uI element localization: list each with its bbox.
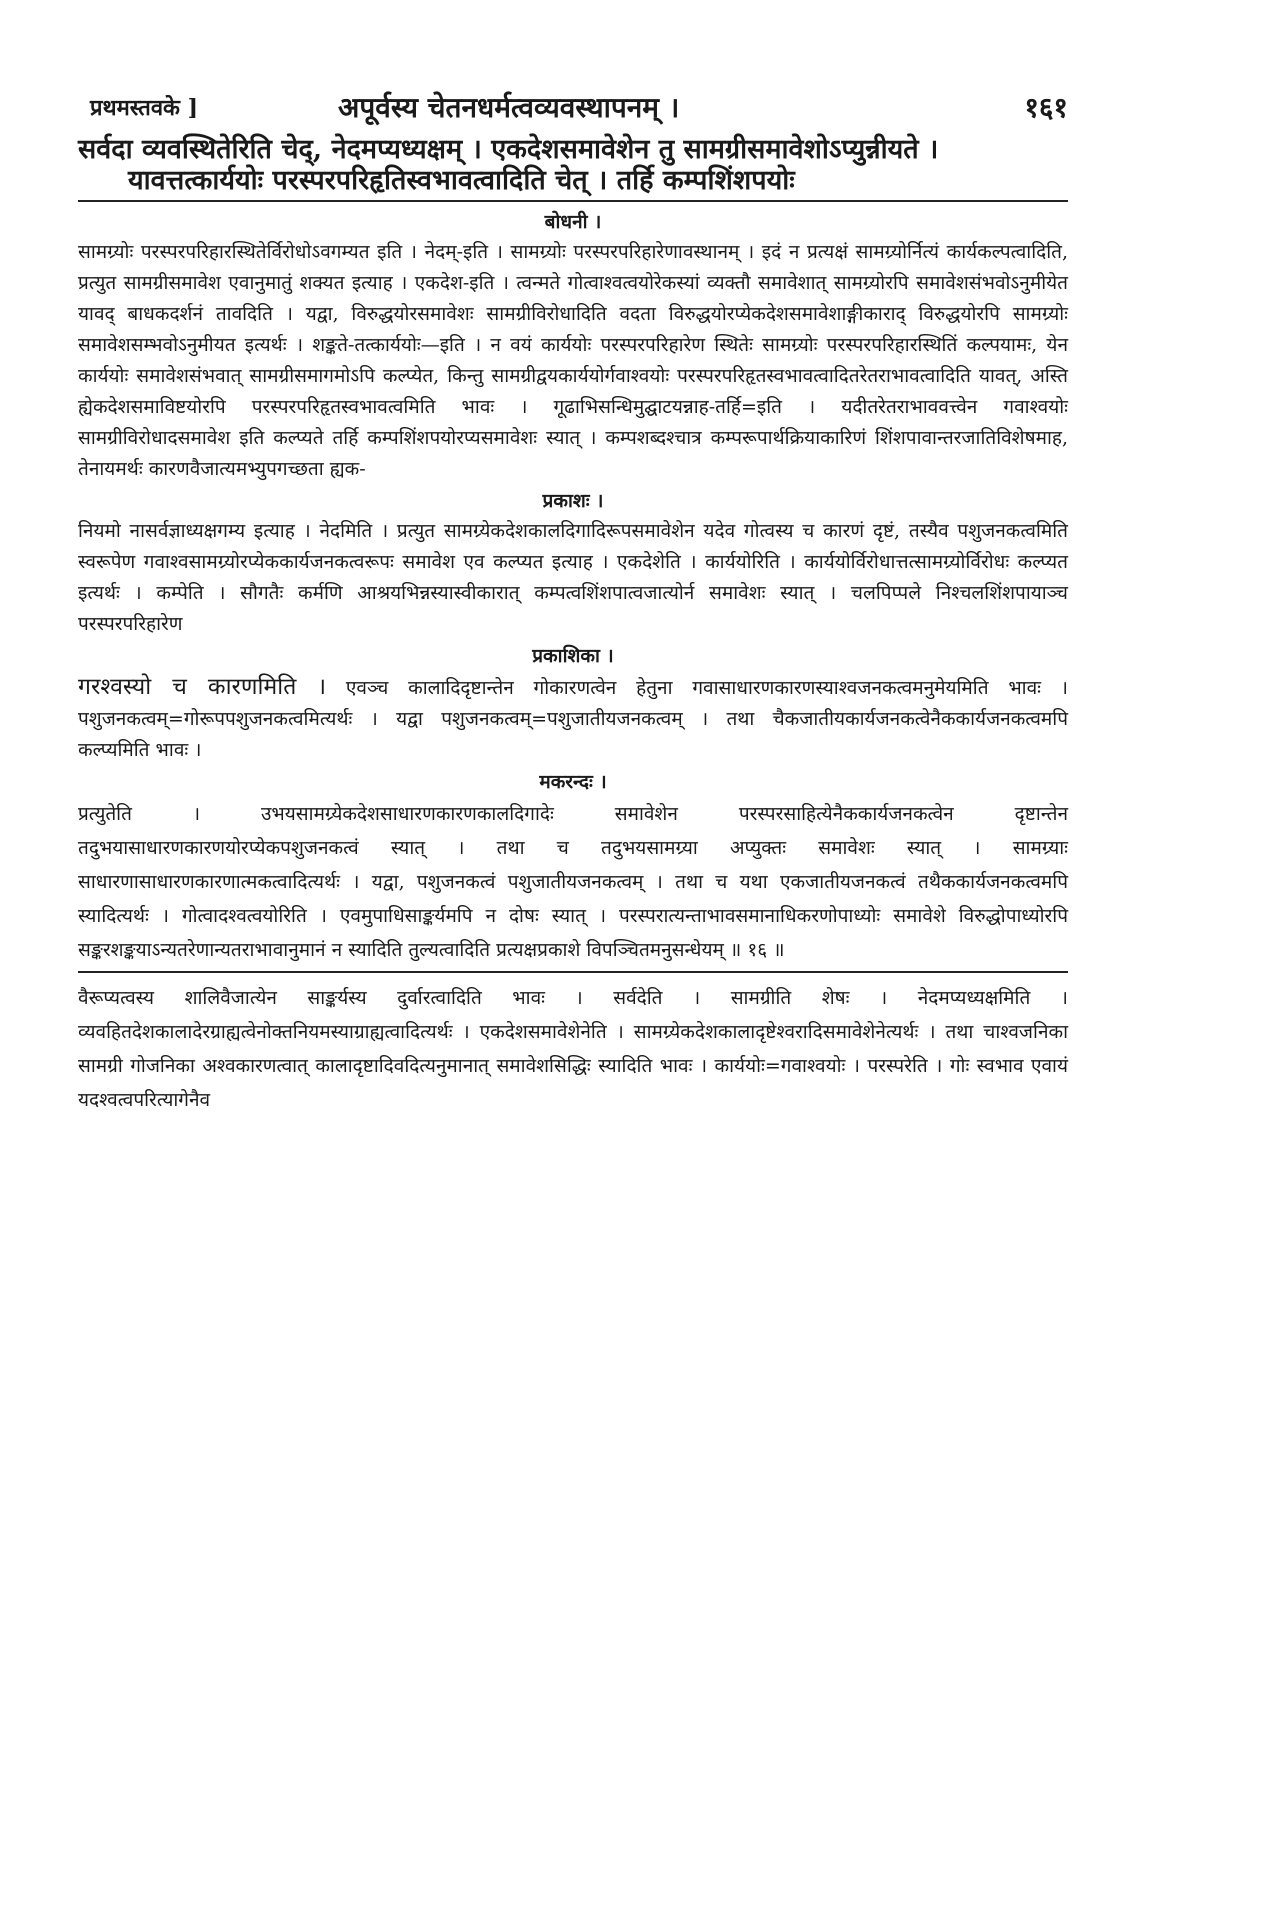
chapter-label: प्रथमस्तवके ] — [90, 95, 199, 121]
prakashika-lead: गरश्वस्यो च कारणमिति । — [78, 674, 327, 700]
footnote-text: वैरूप्यत्वस्य शालिवैजात्येन साङ्कर्यस्य दुर्वारत्वादिति भावः । सर्वदेति । सामग्रीति शेषः । नेदमप्यध्यक्षमिति । व्यवहितदेशकालादेरग्राह्यत्वेनोक्तनियमस्याग्राह्यत्वादित्यर्थः । एकदेशसमावेशेनेति । सामग्र्येकदेशकालादृष्टेश्वरादिसमावेशेनेत्यर्थः । तथा चाश्वजनिका सामग्री गोजनिका अश्वकारणत्वात् कालादृष्टादिवदित्यनुमानात् समावेशसिद्धिः स्यादिति भावः । कार्ययोः=गवाश्वयोः । परस्परेति । गोः स्वभाव एवायं यदश्वत्वपरित्यागेनैव — [78, 987, 1068, 1111]
prakashika-paragraph — [78, 671, 1068, 766]
prakasha-commentary — [78, 516, 1068, 640]
makaranda-commentary — [78, 797, 1068, 967]
page-header — [78, 84, 1068, 134]
main-text-line-2: यावत्तत्कार्ययोः परस्परपरिहृतिस्वभावत्वादिति चेत् । तर्हि कम्पशिंशपयोः — [128, 165, 795, 196]
prakasha-text: नियमो नासर्वज्ञाध्यक्षगम्य इत्याह । नेदमिति । प्रत्युत सामग्र्येकदेशकालदिगादिरूपसमावेशेन यदेव गोत्वस्य च कारणं दृष्टं, तस्यैव पशुजनकत्वमिति स्वरूपेण गवाश्वसामग्र्योरप्येककार्यजनकत्वरूपः समावेश एव कल्प्यत इत्याह । एकदेशेति । कार्ययोरिति । कार्ययोर्विरोधात्तत्सामग्र्योर्विरोधः कल्प्यत इत्यर्थः । कम्पेति । सौगतैः कर्मणि आश्रयभिन्नस्यास्वीकारात् कम्पत्वशिंशपात्वजात्योर्न समावेशः स्यात् । चलपिप्पले निश्चलशिंशपायाञ्च परस्परपरिहारेण — [78, 520, 1068, 635]
bodhani-commentary — [78, 237, 1068, 485]
makaranda-text: प्रत्युतेति । उभयसामग्र्येकदेशसाधारणकारणकालदिगादेः समावेशेन परस्परसाहित्येनैककार्यजनकत्वेन दृष्टान्तेन तदुभयासाधारणकारणयोरप्येकपशुजनकत्वं स्यात् । तथा च तदुभयसामग्र्या अप्युक्तः समावेशः स्यात् । सामग्र्याः साधारणासाधारणकारणात्मकत्वादित्यर्थः । यद्वा, पशुजनकत्वं पशुजातीयजनकत्वम् । तथा च यथा एकजातीयजनकत्वं तथैककार्यजनकत्वमपि स्यादित्यर्थः । गोत्वादश्वत्वयोरिति । एवमुपाधिसाङ्कर्यमपि न दोषः स्यात् । परस्परात्यन्ताभावसमानाधिकरणोपाध्योः समावेशे विरुद्धोपाध्योरपि सङ्करशङ्कयाऽन्यतरेणान्यतराभावानुमानं न स्यादिति तुल्यत्वादिति प्रत्यक्षप्रकाशे विपञ्चितमनुसन्धेयम् ॥ १६ ॥ — [78, 803, 1068, 961]
prakashika-text: एवञ्च कालादिदृष्टान्तेन गोकारणत्वेन हेतुना गवासाधारणकारणस्याश्वजनकत्वमनुमेयमिति भावः । पशुजनकत्वम्=गोरूपपशुजनकत्वमित्यर्थः । यद्वा पशुजनकत्वम्=पशुजातीयजनकत्वम् । तथा चैकजातीयकार्यजनकत्वेनैककार्यजनकत्वमपि कल्प्यमिति भावः । — [78, 677, 1068, 761]
prakashika-heading: प्रकाशिका । — [532, 645, 614, 667]
page — [78, 84, 1068, 1117]
prakasha-heading: प्रकाशः । — [542, 490, 604, 512]
main-verse-text — [78, 134, 1068, 196]
makaranda-heading: मकरन्दः । — [539, 771, 607, 793]
footnote-divider — [78, 971, 1068, 973]
main-text-line-1: सर्वदा व्यवस्थितेरिति चेद्, नेदमप्यध्यक्षम् । एकदेशसमावेशेन तु सामग्रीसमावेशोऽप्युन्नीयते । — [78, 134, 939, 165]
page-number: १६१ — [1024, 91, 1068, 124]
footnote-commentary — [78, 981, 1068, 1117]
bodhani-heading: बोधनी । — [544, 211, 602, 233]
prakashika-commentary — [78, 671, 1068, 766]
bodhani-text: सामग्र्योः परस्परपरिहारस्थितेर्विरोधोऽवगम्यत इति । नेदम्-इति । सामग्र्योः परस्परपरिहारेणावस्थानम् । इदं न प्रत्यक्षं सामग्र्योर्नित्यं कार्यकल्पत्वादिति, प्रत्युत सामग्रीसमावेश एवानुमातुं शक्यत इत्याह । एकदेश-इति । त्वन्मते गोत्वाश्वत्वयोरेकस्यां व्यक्तौ समावेशात् सामग्र्योरपि समावेशसंभवोऽनुमीयेत यावद् बाधकदर्शनं तावदिति । यद्वा, विरुद्धयोरसमावेशः सामग्रीविरोधादिति वदता विरुद्धयोरप्येकदेशसमावेशाङ्गीकाराद् विरुद्धयोरपि सामग्र्योः समावेशसम्भवोऽनुमीयत इत्यर्थः । शङ्कते-तत्कार्ययोः—इति । न वयं कार्ययोः परस्परपरिहारेण स्थितेः सामग्र्योः परस्परपरिहारस्थितिं कल्पयामः, येन कार्ययोः समावेशसंभवात् सामग्रीसमागमोऽपि कल्प्येत, किन्तु सामग्रीद्वयकार्ययोर्गवाश्वयोः परस्परपरिहृतस्वभावत्वादितरेतराभावत्वादिति यावत्, अस्ति ह्येकदेशसमाविष्टयोरपि परस्परपरिहृतस्वभावत्वमिति भावः । गूढाभिसन्धिमुद्घाटयन्नाह-तर्हि=इति । यदीतरेतराभाववत्त्वेन गवाश्वयोः सामग्रीविरोधादसमावेश इति कल्प्यते तर्हि कम्पशिंशपयोरप्यसमावेशः स्यात् । कम्पशब्दश्चात्र कम्परूपार्थक्रियाकारिणं शिंशपावान्तरजातिविशेषमाह, तेनायमर्थः कारणवैजात्यमभ्युपगच्छता ह्यक- — [78, 241, 1068, 480]
running-title: अपूर्वस्य चेतनधर्मत्वव्यवस्थापनम् । — [338, 91, 680, 124]
divider — [78, 200, 1068, 202]
